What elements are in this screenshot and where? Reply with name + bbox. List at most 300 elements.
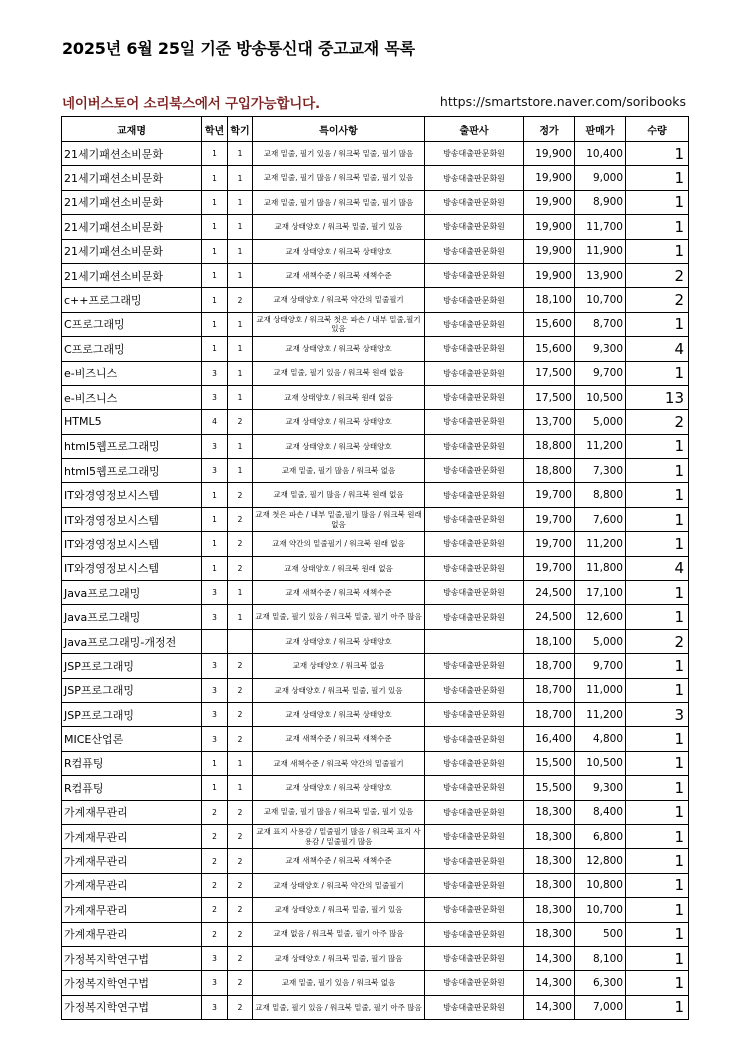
cell-sale-price: 11,200	[575, 434, 626, 458]
cell-sale-price: 5,000	[575, 629, 626, 653]
cell-publisher: 방송대출판문화원	[425, 288, 524, 312]
table-row	[62, 678, 689, 702]
cell-grade: 3	[202, 434, 228, 458]
cell-grade: 3	[202, 678, 228, 702]
cell-list-price: 18,700	[524, 678, 575, 702]
cell-sale-price: 9,300	[575, 337, 626, 361]
table-row	[62, 946, 689, 970]
cell-sale-price: 9,700	[575, 654, 626, 678]
cell-list-price: 18,300	[524, 922, 575, 946]
cell-title: Java프로그래밍	[62, 605, 202, 629]
cell-quantity: 1	[626, 654, 689, 678]
cell-notes: 교재 상태양호 / 워크북 첫은 파손 / 내부 밑줄,필기 있음	[253, 312, 425, 336]
cell-quantity: 1	[626, 312, 689, 336]
cell-title: Java프로그래밍	[62, 581, 202, 605]
cell-title: e-비즈니스	[62, 385, 202, 409]
cell-semester: 2	[228, 288, 253, 312]
cell-grade: 1	[202, 190, 228, 214]
cell-quantity: 1	[626, 751, 689, 775]
cell-semester: 1	[228, 605, 253, 629]
cell-sale-price: 11,200	[575, 532, 626, 556]
table-row	[62, 995, 689, 1019]
cell-list-price: 15,500	[524, 751, 575, 775]
cell-sale-price: 10,500	[575, 751, 626, 775]
cell-grade: 1	[202, 263, 228, 287]
cell-list-price: 18,700	[524, 702, 575, 726]
table-row	[62, 702, 689, 726]
cell-title: IT와경영정보시스템	[62, 532, 202, 556]
cell-grade: 2	[202, 849, 228, 873]
cell-notes: 교재 밑줄, 필기 많음 / 워크북 밑줄, 필기 많음	[253, 190, 425, 214]
cell-sale-price: 9,000	[575, 166, 626, 190]
cell-quantity: 1	[626, 239, 689, 263]
store-notice: 네이버스토어 소리북스에서 구입가능합니다.	[62, 96, 320, 112]
table-row	[62, 142, 689, 166]
cell-quantity: 4	[626, 556, 689, 580]
cell-notes: 교재 밑줄, 필기 많음 / 워크북 밑줄, 필기 있음	[253, 800, 425, 824]
cell-publisher: 방송대출판문화원	[425, 142, 524, 166]
cell-grade: 2	[202, 873, 228, 897]
cell-grade: 2	[202, 800, 228, 824]
cell-semester: 2	[228, 532, 253, 556]
table-row	[62, 971, 689, 995]
cell-quantity: 1	[626, 995, 689, 1019]
cell-publisher: 방송대출판문화원	[425, 166, 524, 190]
cell-semester: 1	[228, 581, 253, 605]
cell-publisher: 방송대출판문화원	[425, 678, 524, 702]
cell-sale-price: 7,000	[575, 995, 626, 1019]
cell-semester: 1	[228, 239, 253, 263]
cell-publisher: 방송대출판문화원	[425, 605, 524, 629]
cell-list-price: 18,300	[524, 873, 575, 897]
cell-notes: 교재 밑줄, 필기 많음 / 워크북 원래 없음	[253, 483, 425, 507]
cell-publisher: 방송대출판문화원	[425, 946, 524, 970]
cell-list-price: 19,900	[524, 215, 575, 239]
cell-semester: 2	[228, 556, 253, 580]
cell-quantity: 1	[626, 483, 689, 507]
cell-semester: 2	[228, 995, 253, 1019]
cell-publisher: 방송대출판문화원	[425, 727, 524, 751]
cell-list-price: 19,700	[524, 532, 575, 556]
cell-notes: 교재 상태양호 / 워크북 없음	[253, 654, 425, 678]
cell-sale-price: 6,300	[575, 971, 626, 995]
cell-list-price: 18,100	[524, 288, 575, 312]
cell-grade: 3	[202, 654, 228, 678]
cell-semester: 1	[228, 434, 253, 458]
table-row	[62, 410, 689, 434]
cell-semester: 2	[228, 800, 253, 824]
cell-list-price: 19,700	[524, 483, 575, 507]
cell-grade: 1	[202, 532, 228, 556]
cell-publisher: 방송대출판문화원	[425, 361, 524, 385]
cell-quantity: 1	[626, 142, 689, 166]
cell-notes: 교재 상태양호 / 워크북 원래 없음	[253, 556, 425, 580]
table-row	[62, 849, 689, 873]
cell-quantity: 1	[626, 605, 689, 629]
cell-list-price: 15,500	[524, 776, 575, 800]
table-row	[62, 922, 689, 946]
cell-sale-price: 9,700	[575, 361, 626, 385]
cell-grade: 3	[202, 727, 228, 751]
cell-notes: 교재 상태양호 / 워크북 밑줄, 필기 있음	[253, 678, 425, 702]
cell-sale-price: 10,700	[575, 898, 626, 922]
cell-list-price: 19,900	[524, 142, 575, 166]
cell-grade: 1	[202, 776, 228, 800]
cell-publisher: 방송대출판문화원	[425, 507, 524, 531]
cell-quantity: 1	[626, 361, 689, 385]
cell-publisher: 방송대출판문화원	[425, 434, 524, 458]
cell-semester: 2	[228, 873, 253, 897]
cell-title: 가계재무관리	[62, 922, 202, 946]
cell-notes: 교재 새책수준 / 워크북 약간의 밑줄필기	[253, 751, 425, 775]
table-row	[62, 581, 689, 605]
cell-title: html5웹프로그래밍	[62, 459, 202, 483]
cell-quantity: 2	[626, 263, 689, 287]
table-row	[62, 312, 689, 336]
cell-grade: 1	[202, 142, 228, 166]
cell-notes: 교재 밑줄, 필기 많음 / 워크북 없음	[253, 459, 425, 483]
cell-semester: 2	[228, 946, 253, 970]
cell-publisher: 방송대출판문화원	[425, 385, 524, 409]
table-row	[62, 556, 689, 580]
cell-semester: 2	[228, 898, 253, 922]
cell-notes: 교재 밑줄, 필기 있음 / 워크북 없음	[253, 971, 425, 995]
cell-sale-price: 7,600	[575, 507, 626, 531]
textbook-table	[61, 116, 689, 1020]
table-row	[62, 337, 689, 361]
cell-grade: 4	[202, 410, 228, 434]
table-row	[62, 800, 689, 824]
col-header-quantity: 수량	[626, 117, 689, 142]
cell-quantity: 1	[626, 824, 689, 848]
table-row	[62, 824, 689, 848]
cell-notes: 교재 상태양호 / 워크북 밑줄, 필기 있음	[253, 215, 425, 239]
table-row	[62, 263, 689, 287]
cell-sale-price: 8,800	[575, 483, 626, 507]
cell-sale-price: 11,900	[575, 239, 626, 263]
cell-quantity: 1	[626, 971, 689, 995]
cell-sale-price: 500	[575, 922, 626, 946]
cell-notes: 교재 새책수준 / 워크북 새책수준	[253, 581, 425, 605]
cell-publisher: 방송대출판문화원	[425, 995, 524, 1019]
cell-list-price: 24,500	[524, 581, 575, 605]
cell-title: e-비즈니스	[62, 361, 202, 385]
cell-notes: 교재 첫은 파손 / 내부 밑줄,필기 많음 / 워크북 원래 없음	[253, 507, 425, 531]
table-row	[62, 166, 689, 190]
cell-publisher: 방송대출판문화원	[425, 898, 524, 922]
cell-sale-price: 8,900	[575, 190, 626, 214]
cell-grade: 1	[202, 239, 228, 263]
cell-sale-price: 12,800	[575, 849, 626, 873]
cell-sale-price: 11,700	[575, 215, 626, 239]
cell-title: R컴퓨팅	[62, 776, 202, 800]
cell-title: C프로그래밍	[62, 337, 202, 361]
cell-grade: 3	[202, 702, 228, 726]
cell-quantity: 1	[626, 898, 689, 922]
cell-quantity: 4	[626, 337, 689, 361]
cell-title: IT와경영정보시스템	[62, 483, 202, 507]
table-row	[62, 629, 689, 653]
cell-publisher: 방송대출판문화원	[425, 459, 524, 483]
table-row	[62, 654, 689, 678]
cell-quantity: 1	[626, 727, 689, 751]
cell-publisher: 방송대출판문화원	[425, 873, 524, 897]
cell-publisher: 방송대출판문화원	[425, 532, 524, 556]
cell-sale-price: 6,800	[575, 824, 626, 848]
cell-publisher: 방송대출판문화원	[425, 410, 524, 434]
cell-quantity: 2	[626, 629, 689, 653]
cell-semester: 2	[228, 410, 253, 434]
cell-list-price: 18,800	[524, 459, 575, 483]
table-row	[62, 459, 689, 483]
cell-quantity: 1	[626, 800, 689, 824]
cell-list-price: 19,900	[524, 190, 575, 214]
cell-sale-price: 9,300	[575, 776, 626, 800]
table-row	[62, 776, 689, 800]
cell-title: 21세기패션소비문화	[62, 190, 202, 214]
cell-title: JSP프로그래밍	[62, 654, 202, 678]
cell-notes: 교재 상태양호 / 워크북 상태양호	[253, 434, 425, 458]
cell-quantity: 1	[626, 190, 689, 214]
cell-title: 가계재무관리	[62, 873, 202, 897]
cell-list-price: 17,500	[524, 361, 575, 385]
table-row	[62, 727, 689, 751]
cell-title: 21세기패션소비문화	[62, 215, 202, 239]
cell-sale-price: 10,400	[575, 142, 626, 166]
cell-publisher: 방송대출판문화원	[425, 800, 524, 824]
table-row	[62, 898, 689, 922]
table-header-row	[62, 117, 689, 142]
cell-list-price: 19,900	[524, 239, 575, 263]
cell-notes: 교재 약간의 밑줄필기 / 워크북 원래 없음	[253, 532, 425, 556]
cell-sale-price: 17,100	[575, 581, 626, 605]
cell-grade: 2	[202, 824, 228, 848]
cell-publisher: 방송대출판문화원	[425, 922, 524, 946]
cell-semester: 2	[228, 971, 253, 995]
col-header-sale-price: 판매가	[575, 117, 626, 142]
cell-title: IT와경영정보시스템	[62, 556, 202, 580]
cell-list-price: 24,500	[524, 605, 575, 629]
table-row	[62, 532, 689, 556]
col-header-title: 교재명	[62, 117, 202, 142]
cell-semester: 2	[228, 922, 253, 946]
cell-semester: 1	[228, 776, 253, 800]
cell-semester: 1	[228, 751, 253, 775]
cell-list-price: 13,700	[524, 410, 575, 434]
cell-notes: 교재 상태양호 / 워크북 상태양호	[253, 702, 425, 726]
cell-publisher: 방송대출판문화원	[425, 556, 524, 580]
cell-grade: 3	[202, 946, 228, 970]
cell-notes: 교재 새책수준 / 워크북 새책수준	[253, 849, 425, 873]
table-row	[62, 434, 689, 458]
cell-quantity: 13	[626, 385, 689, 409]
cell-list-price: 16,400	[524, 727, 575, 751]
cell-title: HTML5	[62, 410, 202, 434]
cell-semester: 1	[228, 385, 253, 409]
table-row	[62, 215, 689, 239]
table-row	[62, 288, 689, 312]
cell-grade: 2	[202, 898, 228, 922]
cell-title: 가계재무관리	[62, 824, 202, 848]
cell-grade: 3	[202, 385, 228, 409]
cell-semester: 2	[228, 849, 253, 873]
table-row	[62, 385, 689, 409]
cell-sale-price: 11,000	[575, 678, 626, 702]
cell-publisher: 방송대출판문화원	[425, 215, 524, 239]
cell-sale-price: 7,300	[575, 459, 626, 483]
cell-semester: 1	[228, 337, 253, 361]
cell-semester: 1	[228, 263, 253, 287]
cell-title: c++프로그래밍	[62, 288, 202, 312]
cell-title: 가계재무관리	[62, 800, 202, 824]
cell-publisher: 방송대출판문화원	[425, 702, 524, 726]
cell-semester: 2	[228, 654, 253, 678]
cell-list-price: 19,700	[524, 507, 575, 531]
cell-sale-price: 5,000	[575, 410, 626, 434]
cell-sale-price: 8,100	[575, 946, 626, 970]
cell-sale-price: 11,200	[575, 702, 626, 726]
cell-quantity: 2	[626, 410, 689, 434]
cell-title: 21세기패션소비문화	[62, 239, 202, 263]
cell-notes: 교재 새책수준 / 워크북 새책수준	[253, 263, 425, 287]
cell-title: 가정복지학연구법	[62, 995, 202, 1019]
cell-quantity: 1	[626, 678, 689, 702]
cell-semester: 1	[228, 215, 253, 239]
cell-notes: 교재 상태양호 / 워크북 상태양호	[253, 410, 425, 434]
cell-grade: 1	[202, 751, 228, 775]
cell-semester: 2	[228, 678, 253, 702]
cell-notes: 교재 밑줄, 필기 있음 / 워크북 원래 없음	[253, 361, 425, 385]
cell-semester: 2	[228, 727, 253, 751]
cell-notes: 교재 상태양호 / 워크북 약간의 밑줄필기	[253, 288, 425, 312]
page-title: 2025년 6월 25일 기준 방송통신대 중고교재 목록	[62, 39, 415, 58]
cell-publisher: 방송대출판문화원	[425, 312, 524, 336]
store-url[interactable]: https://smartstore.naver.com/soribooks	[439, 94, 686, 109]
cell-semester: 1	[228, 166, 253, 190]
cell-publisher: 방송대출판문화원	[425, 263, 524, 287]
cell-notes: 교재 상태양호 / 워크북 밑줄, 필기 있음	[253, 898, 425, 922]
table-row	[62, 507, 689, 531]
cell-sale-price: 10,800	[575, 873, 626, 897]
cell-semester: 2	[228, 507, 253, 531]
table-row	[62, 239, 689, 263]
cell-sale-price: 8,700	[575, 312, 626, 336]
cell-notes: 교재 상태양호 / 워크북 밑줄, 필기 많음	[253, 946, 425, 970]
cell-sale-price: 12,600	[575, 605, 626, 629]
cell-publisher: 방송대출판문화원	[425, 971, 524, 995]
table-row	[62, 483, 689, 507]
cell-list-price: 18,300	[524, 849, 575, 873]
cell-grade: 3	[202, 361, 228, 385]
cell-grade: 3	[202, 971, 228, 995]
cell-sale-price: 10,700	[575, 288, 626, 312]
cell-title: JSP프로그래밍	[62, 678, 202, 702]
cell-list-price: 18,700	[524, 654, 575, 678]
cell-notes: 교재 밑줄, 필기 있음 / 워크북 밑줄, 필기 아주 많음	[253, 605, 425, 629]
cell-grade: 1	[202, 288, 228, 312]
cell-quantity: 1	[626, 166, 689, 190]
cell-grade: 3	[202, 995, 228, 1019]
cell-grade: 3	[202, 581, 228, 605]
cell-grade: 1	[202, 166, 228, 190]
cell-quantity: 1	[626, 849, 689, 873]
cell-semester: 1	[228, 190, 253, 214]
cell-publisher: 방송대출판문화원	[425, 581, 524, 605]
cell-semester	[228, 629, 253, 653]
cell-notes: 교재 상태양호 / 워크북 상태양호	[253, 629, 425, 653]
cell-title: JSP프로그래밍	[62, 702, 202, 726]
cell-list-price: 14,300	[524, 946, 575, 970]
col-header-notes: 특이사항	[253, 117, 425, 142]
cell-list-price: 18,100	[524, 629, 575, 653]
cell-list-price: 14,300	[524, 971, 575, 995]
cell-quantity: 1	[626, 532, 689, 556]
table-row	[62, 751, 689, 775]
cell-list-price: 18,800	[524, 434, 575, 458]
cell-title: MICE산업론	[62, 727, 202, 751]
cell-list-price: 18,300	[524, 898, 575, 922]
cell-title: 가계재무관리	[62, 898, 202, 922]
cell-publisher: 방송대출판문화원	[425, 654, 524, 678]
cell-publisher: 방송대출판문화원	[425, 824, 524, 848]
cell-grade: 2	[202, 922, 228, 946]
cell-title: IT와경영정보시스템	[62, 507, 202, 531]
cell-notes: 교재 밑줄, 필기 있음 / 워크북 밑줄, 필기 많음	[253, 142, 425, 166]
cell-list-price: 17,500	[524, 385, 575, 409]
cell-title: 21세기패션소비문화	[62, 142, 202, 166]
cell-notes: 교재 표지 사용감 / 밑줄필기 많음 / 워크북 표지 사용감 / 밑줄필기 많음	[253, 824, 425, 848]
table-row	[62, 361, 689, 385]
cell-semester: 2	[228, 483, 253, 507]
cell-semester: 2	[228, 824, 253, 848]
cell-quantity: 1	[626, 581, 689, 605]
cell-notes: 교재 새책수준 / 워크북 새책수준	[253, 727, 425, 751]
cell-list-price: 18,300	[524, 800, 575, 824]
cell-publisher: 방송대출판문화원	[425, 239, 524, 263]
cell-grade: 1	[202, 215, 228, 239]
col-header-grade: 학년	[202, 117, 228, 142]
cell-list-price: 18,300	[524, 824, 575, 848]
table-row	[62, 873, 689, 897]
cell-notes: 교재 상태양호 / 워크북 약간의 밑줄필기	[253, 873, 425, 897]
cell-title: 가정복지학연구법	[62, 971, 202, 995]
cell-quantity: 2	[626, 288, 689, 312]
cell-grade: 1	[202, 312, 228, 336]
cell-list-price: 19,900	[524, 263, 575, 287]
cell-grade: 1	[202, 337, 228, 361]
cell-publisher: 방송대출판문화원	[425, 849, 524, 873]
cell-publisher: 방송대출판문화원	[425, 337, 524, 361]
cell-publisher: 방송대출판문화원	[425, 776, 524, 800]
cell-sale-price: 13,900	[575, 263, 626, 287]
cell-title: R컴퓨팅	[62, 751, 202, 775]
cell-quantity: 1	[626, 507, 689, 531]
cell-title: Java프로그래밍-개정전	[62, 629, 202, 653]
cell-list-price: 15,600	[524, 312, 575, 336]
cell-list-price: 14,300	[524, 995, 575, 1019]
cell-semester: 1	[228, 459, 253, 483]
col-header-semester: 학기	[228, 117, 253, 142]
cell-sale-price: 8,400	[575, 800, 626, 824]
cell-publisher	[425, 629, 524, 653]
cell-notes: 교재 상태양호 / 워크북 원래 없음	[253, 385, 425, 409]
col-header-list-price: 정가	[524, 117, 575, 142]
cell-grade: 1	[202, 556, 228, 580]
cell-sale-price: 11,800	[575, 556, 626, 580]
cell-title: C프로그래밍	[62, 312, 202, 336]
cell-semester: 1	[228, 312, 253, 336]
cell-title: html5웹프로그래밍	[62, 434, 202, 458]
